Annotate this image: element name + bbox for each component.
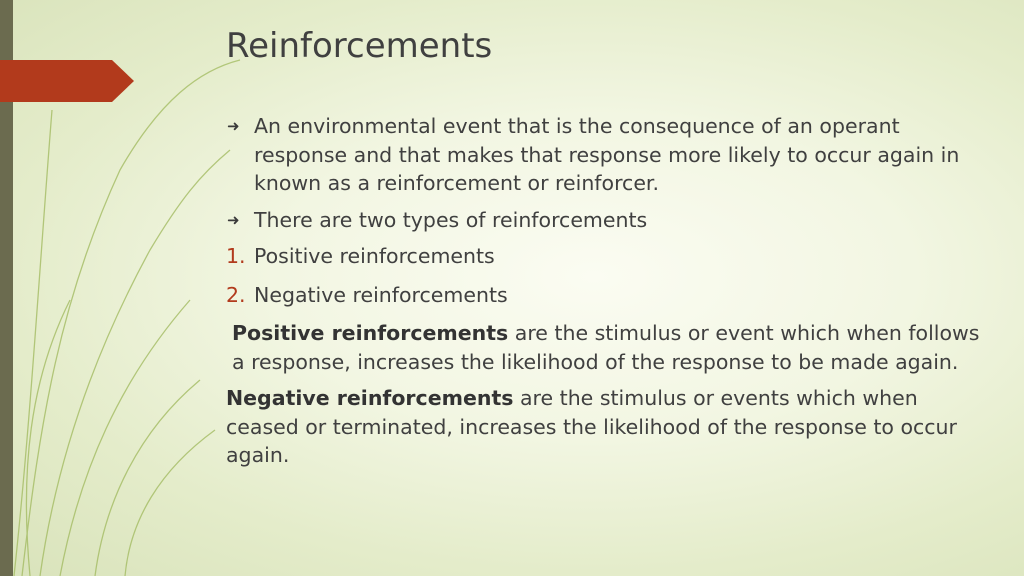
definition-text: are the stimulus or events which when ceased or terminated, increases the likelihood of the response to occur again. <box>226 386 957 467</box>
definition-paragraph <box>226 384 986 470</box>
definition-paragraph <box>226 319 986 376</box>
bullet-text: There are two types of reinforcements <box>254 207 648 232</box>
numbered-item-text: Negative reinforcements <box>254 282 508 307</box>
numbered-item-text: Positive reinforcements <box>254 244 495 268</box>
slide-title: Reinforcements <box>226 26 493 66</box>
bullet-item <box>226 206 986 235</box>
definition-term: Negative reinforcements <box>226 386 514 410</box>
decorative-grass-lines <box>0 0 260 576</box>
arrow-bullet-icon: ➜ <box>227 117 240 135</box>
bullet-item <box>226 112 986 198</box>
definition-text: are the stimulus or event which when follows a response, increases the likelihood of the response to be made again. <box>232 321 980 374</box>
arrow-bullet-icon: ➜ <box>227 210 240 229</box>
numbered-item <box>226 242 986 271</box>
definition-term: Positive reinforcements <box>232 321 509 345</box>
list-number: 2. <box>226 282 246 307</box>
list-number: 1. <box>226 244 246 268</box>
slide-content <box>226 112 986 478</box>
numbered-item <box>226 281 986 310</box>
bullet-text: An environmental event that is the consequence of an operant response and that makes that response more likely to occur again in known as a reinforcement or reinforcer. <box>254 114 960 195</box>
